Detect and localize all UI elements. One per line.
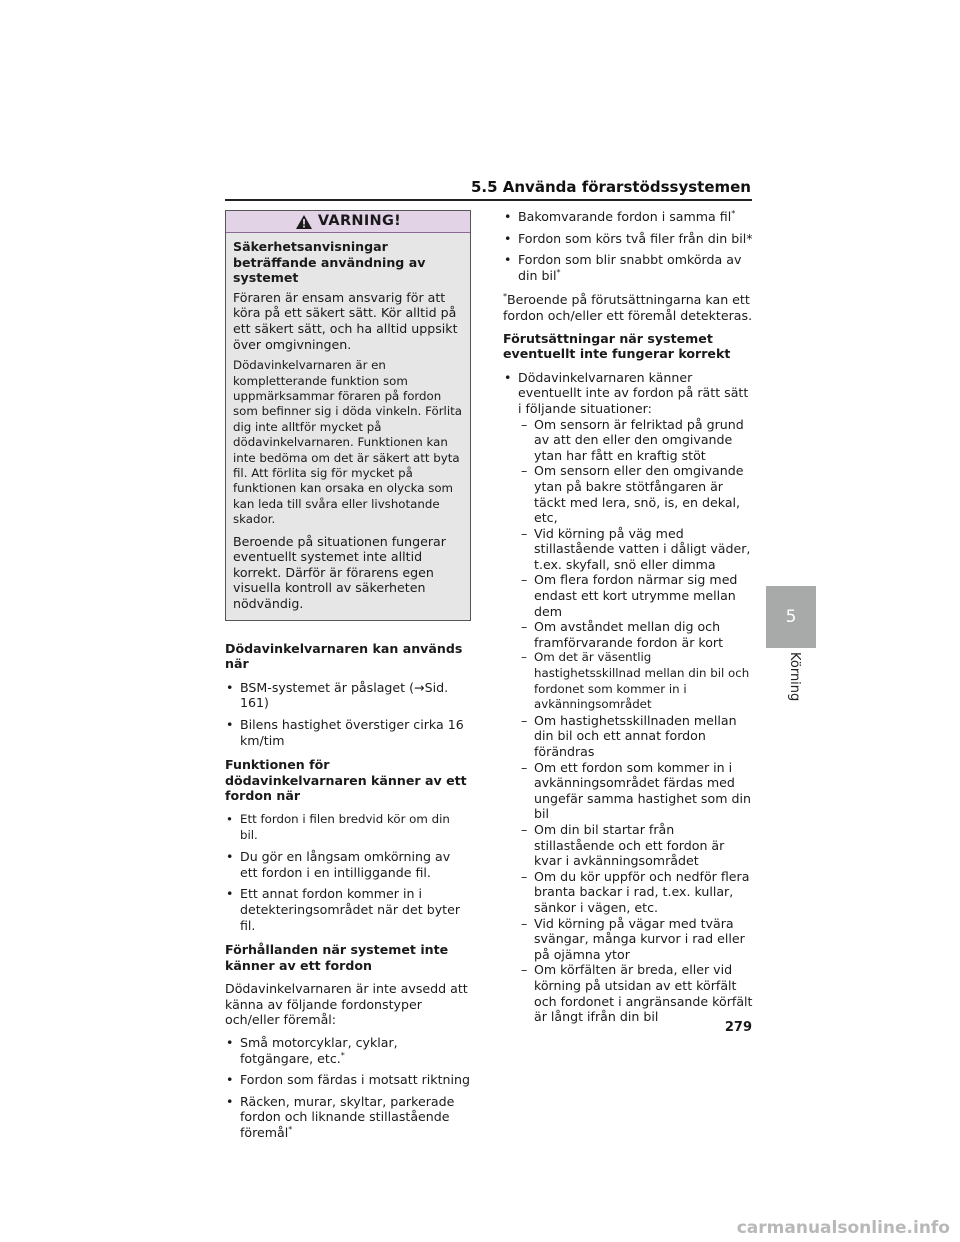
list-item-text: • Dödavinkelvarnaren känner eventuellt inte av fordon på rätt sätt i följande situationer: bbox=[518, 369, 749, 416]
footnote-marker: * bbox=[731, 208, 736, 218]
list-item: • BSM-systemet är påslaget (→Sid. 161) bbox=[225, 680, 471, 711]
footnote-marker: * bbox=[288, 1124, 293, 1134]
dash-item: – Om sensorn är felriktad på grund av att den eller den omgivande ytan har fått en kraftig stöt bbox=[521, 417, 753, 464]
dash-item: – Om sensorn eller den omgivande ytan på bakre stötfångaren är täckt med lera, snö, is, en dekal, etc, bbox=[521, 463, 753, 525]
list-item bbox=[503, 252, 753, 283]
dash-item: – Vid körning på väg med stillastående vatten i dåligt väder, t.ex. skyfall, snö eller dimma bbox=[521, 526, 753, 573]
dash-item: – Om körfälten är breda, eller vid körning på utsidan av ett körfält och fordonet i angränsande körfält är långt ifrån din bil bbox=[521, 962, 753, 1024]
bullet-list bbox=[225, 1035, 471, 1141]
list-item: • Fordon som körs två filer från din bil* bbox=[503, 231, 753, 247]
page-number: 279 bbox=[724, 1020, 752, 1035]
chapter-label: Körning bbox=[787, 652, 802, 702]
bullet-list bbox=[503, 209, 753, 283]
list-item: • Ett fordon i filen bredvid kör om din bil. bbox=[225, 812, 471, 843]
list-item bbox=[225, 1094, 471, 1141]
list-item-text: Bakomvarande fordon i samma fil bbox=[518, 209, 732, 224]
list-item: • Ett annat fordon kommer in i detekteringsområdet när det byter fil. bbox=[225, 886, 471, 933]
section-heading: Förutsättningar när systemet eventuellt inte fungerar korrekt bbox=[503, 330, 731, 362]
right-column bbox=[503, 209, 753, 1034]
dash-item: – Om flera fordon närmar sig med endast ett kort utrymme mellan dem bbox=[521, 572, 753, 619]
list-item bbox=[225, 1035, 471, 1066]
warning-triangle-icon bbox=[295, 214, 313, 230]
list-item-text: Fordon som blir snabbt omkörda av din bil bbox=[518, 252, 742, 283]
list-item: • Fordon som färdas i motsatt riktning bbox=[225, 1072, 471, 1088]
dash-item: – Om ett fordon som kommer in i avkänningsområdet färdas med ungefär samma hastighet som din bil bbox=[521, 760, 753, 822]
dash-item: – Om din bil startar från stillastående och ett fordon är kvar i avkänningsområdet bbox=[521, 822, 753, 869]
warning-box bbox=[225, 210, 471, 621]
section-heading: Dödavinkelvarnaren kan används när bbox=[225, 640, 463, 672]
dash-item: – Om avståndet mellan dig och framförvarande fordon är kort bbox=[521, 619, 753, 650]
body-paragraph: Dödavinkelvarnaren är inte avsedd att känna av följande fordonstyper och/eller föremål: bbox=[225, 981, 468, 1028]
left-column bbox=[225, 210, 471, 1150]
warning-paragraph: Beroende på situationen fungerar eventuellt systemet inte alltid korrekt. Därför är förarens egen visuella kontroll av säkerheten nödvändig. bbox=[233, 533, 446, 611]
warning-paragraph: Dödavinkelvarnaren är en kompletterande funktion som uppmärksammar föraren på fordon som befinner sig i döda vinkeln. Förlita dig inte alltför mycket på dödavinkelvarnaren. Funktionen kan inte bedöma om det är säkert att byta fil. Att förlita sig för mycket på funktionen kan orsaka en olycka som kan leda till svåra eller livshotande skador. bbox=[233, 358, 462, 527]
footnote bbox=[503, 292, 753, 323]
warning-header bbox=[226, 211, 470, 233]
section-header: 5.5 Använda förarstödssystemen bbox=[470, 178, 751, 196]
footnote-text: Beroende på förutsättningarna kan ett fordon och/eller ett föremål detekteras. bbox=[503, 292, 753, 323]
warning-paragraph: Föraren är ensam ansvarig för att köra på ett säkert sätt. Kör alltid på ett säkert sätt, och ha alltid uppsikt över omgivningen. bbox=[233, 289, 458, 352]
list-item: • Bilens hastighet överstiger cirka 16 km/tim bbox=[225, 717, 471, 748]
header-rule bbox=[225, 199, 752, 201]
warning-body bbox=[226, 233, 470, 620]
list-item bbox=[503, 370, 753, 1025]
bullet-list bbox=[225, 680, 471, 748]
warning-title: VARNING! bbox=[317, 212, 402, 229]
bullet-list bbox=[225, 812, 471, 933]
section-heading: Förhållanden när systemet inte känner av ett fordon bbox=[225, 942, 449, 973]
dash-item: – Om hastighetsskillnaden mellan din bil och ett annat fordon förändras bbox=[521, 713, 753, 760]
dash-item: – Om det är väsentlig hastighetsskillnad mellan din bil och fordonet som kommer in i avkänningsområdet bbox=[521, 650, 753, 712]
list-item-text: Små motorcyklar, cyklar, fotgängare, etc. bbox=[240, 1035, 398, 1066]
section-heading: Funktionen för dödavinkelvarnaren känner av ett fordon när bbox=[225, 757, 467, 804]
dash-list bbox=[518, 417, 753, 1025]
footnote-marker: * bbox=[340, 1050, 345, 1060]
dash-item: – Vid körning på vägar med tvära svängar, många kurvor i rad eller på ojämna ytor bbox=[521, 916, 753, 963]
footnote-marker: * bbox=[556, 267, 561, 277]
footnote-marker: * bbox=[503, 292, 507, 302]
list-item: • Du gör en långsam omkörning av ett fordon i en intilliggande fil. bbox=[225, 849, 471, 880]
watermark: carmanualsonline.info bbox=[736, 1218, 950, 1238]
warning-heading: Säkerhetsanvisningar beträffande användning av systemet bbox=[233, 239, 426, 286]
list-item bbox=[503, 209, 753, 225]
chapter-tab: 5 bbox=[766, 586, 816, 648]
list-item-text: Räcken, murar, skyltar, parkerade fordon och liknande stillastående föremål bbox=[240, 1093, 455, 1141]
dash-item: – Om du kör uppför och nedför flera branta backar i rad, t.ex. kullar, sänkor i vägen, etc. bbox=[521, 869, 753, 916]
bullet-list bbox=[503, 370, 753, 1025]
